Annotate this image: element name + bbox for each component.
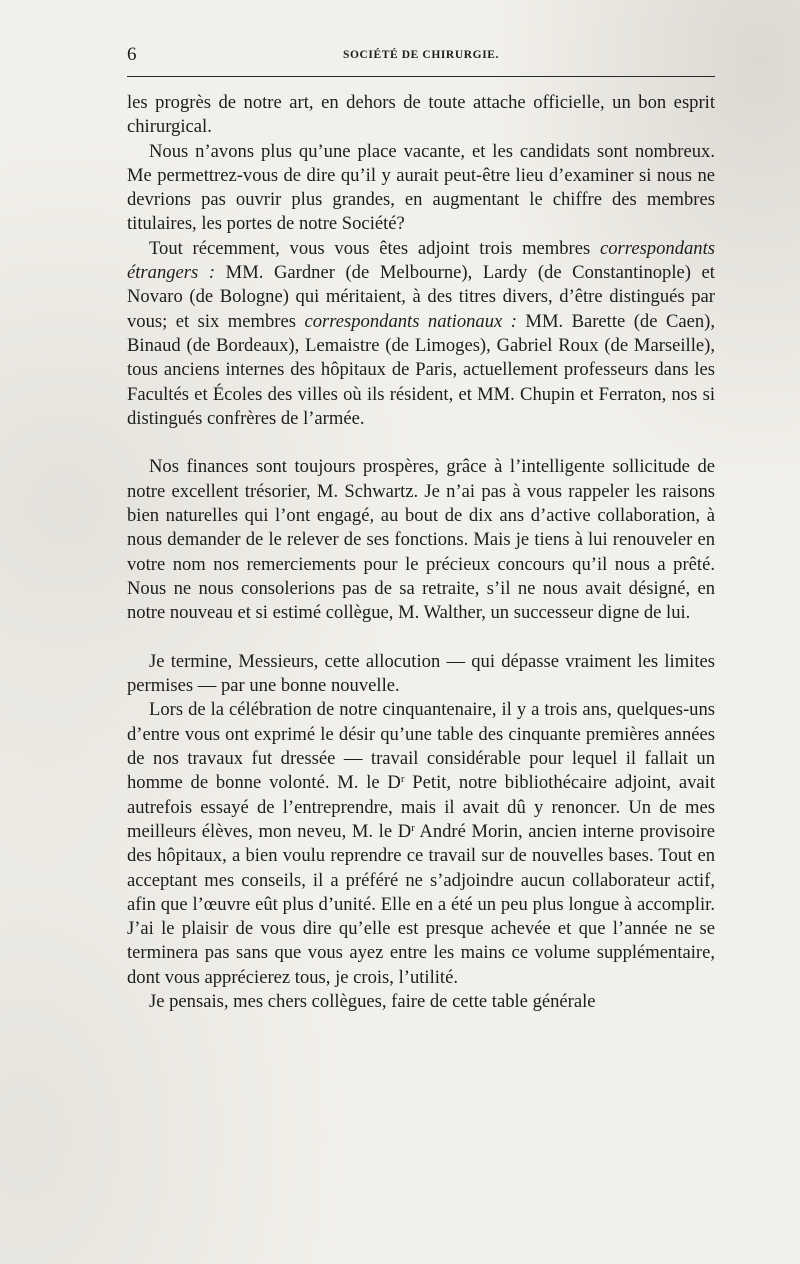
paragraph-1: les progrès de notre art, en dehors de toute attache officielle, un bon esprit chirurgical. xyxy=(127,92,715,138)
superscript-r-1: r xyxy=(400,773,405,786)
superscript-r-2: r xyxy=(411,821,415,834)
paragraph-2: Nous n’avons plus qu’une place vacante, et les candidats sont nombreux. Me permettrez-vous de dire qu’il y aurait peut-être lieu d’examiner si nous ne devrions pas ouvrir plus grandes, en augmentant le chiffre des membres titulaires, les portes de notre Société? xyxy=(127,140,715,235)
paragraph-3-text-a: Tout récemment, vous vous êtes adjoint trois membres xyxy=(149,237,600,259)
paragraph-3 xyxy=(127,237,715,431)
paragraph-4: Nos finances sont toujours prospères, grâce à l’intelligente sollicitude de notre excellent trésorier, M. Schwartz. Je n’ai pas à vous rappeler les raisons bien naturelles qui l’ont engagé, au bout de dix ans d’active collaboration, à nous demander de le relever de ses fonctions. Mais je tiens à lui renouveler en votre nom nos remerciements pour le précieux concours qu’il nous a prêté. Nous ne nous consolerions pas de sa retraite, s’il ne nous avait désigné, en notre nouveau et si estimé collègue, M. Walther, un successeur digne de lui. xyxy=(127,456,715,624)
paragraph-6-text-b: Petit, notre bibliothécaire adjoint, avait autrefois essayé de l’entreprendre, mais il avait dû y renoncer. Un de mes meilleurs élèves, mon neveu, M. le D xyxy=(127,772,715,842)
paragraph-3-italic-b: correspondants nationaux : xyxy=(304,310,517,332)
paragraph-6 xyxy=(127,698,715,990)
header-rule xyxy=(127,76,715,77)
page-header xyxy=(127,44,715,68)
paragraph-3-text-b: MM. Gardner (de Melbourne), Lardy (de Constantinople) et Novaro (de Bologne) qui méritaient, à des titres divers, d’être distingués par vous; et six membres xyxy=(127,262,715,332)
body-text xyxy=(127,91,715,1014)
page-number: 6 xyxy=(127,44,137,65)
paragraph-3-text-c: MM. Barette (de Caen), Binaud (de Bordeaux), Lemaistre (de Limoges), Gabriel Roux (de Marseille), tous anciens internes des hôpitaux de Paris, actuellement professeurs dans les Facultés et Écoles des villes où ils résident, et MM. Chupin et Ferraton, nos si distingués confrères de l’armée. xyxy=(127,310,715,429)
running-title: SOCIÉTÉ DE CHIRURGIE. xyxy=(342,49,500,61)
paragraph-6-text-a: Lors de la célébration de notre cinquantenaire, il y a trois ans, quelques-uns d’entre vous ont exprimé le désir qu’une table des cinquante premières années de nos travaux fut dressée — travail considérable pour lequel il fallait un homme de bonne volonté. M. le D xyxy=(127,699,715,794)
paragraph-3-italic-a: correspondants étrangers : xyxy=(127,237,715,284)
paragraph-5: Je termine, Messieurs, cette allocution — qui dépasse vraiment les limites permises — par une bonne nouvelle. xyxy=(127,650,715,697)
paragraph-6-text-c: André Morin, ancien interne provisoire des hôpitaux, a bien voulu reprendre ce travail sur de nouvelles bases. Tout en acceptant mes conseils, il a préféré ne s’adjoindre aucun collaborateur actif, afin que l’œuvre eût plus d’unité. Elle en a été un peu plus longue à accomplir. J’ai le plaisir de vous dire qu’elle est presque achevée et que l’année ne se terminera pas sans que vous ayez entre les mains ce volume supplémentaire, dont vous apprécierez tous, je crois, l’utilité. xyxy=(127,820,715,988)
paragraph-7: Je pensais, mes chers collègues, faire de cette table générale xyxy=(149,990,596,1012)
